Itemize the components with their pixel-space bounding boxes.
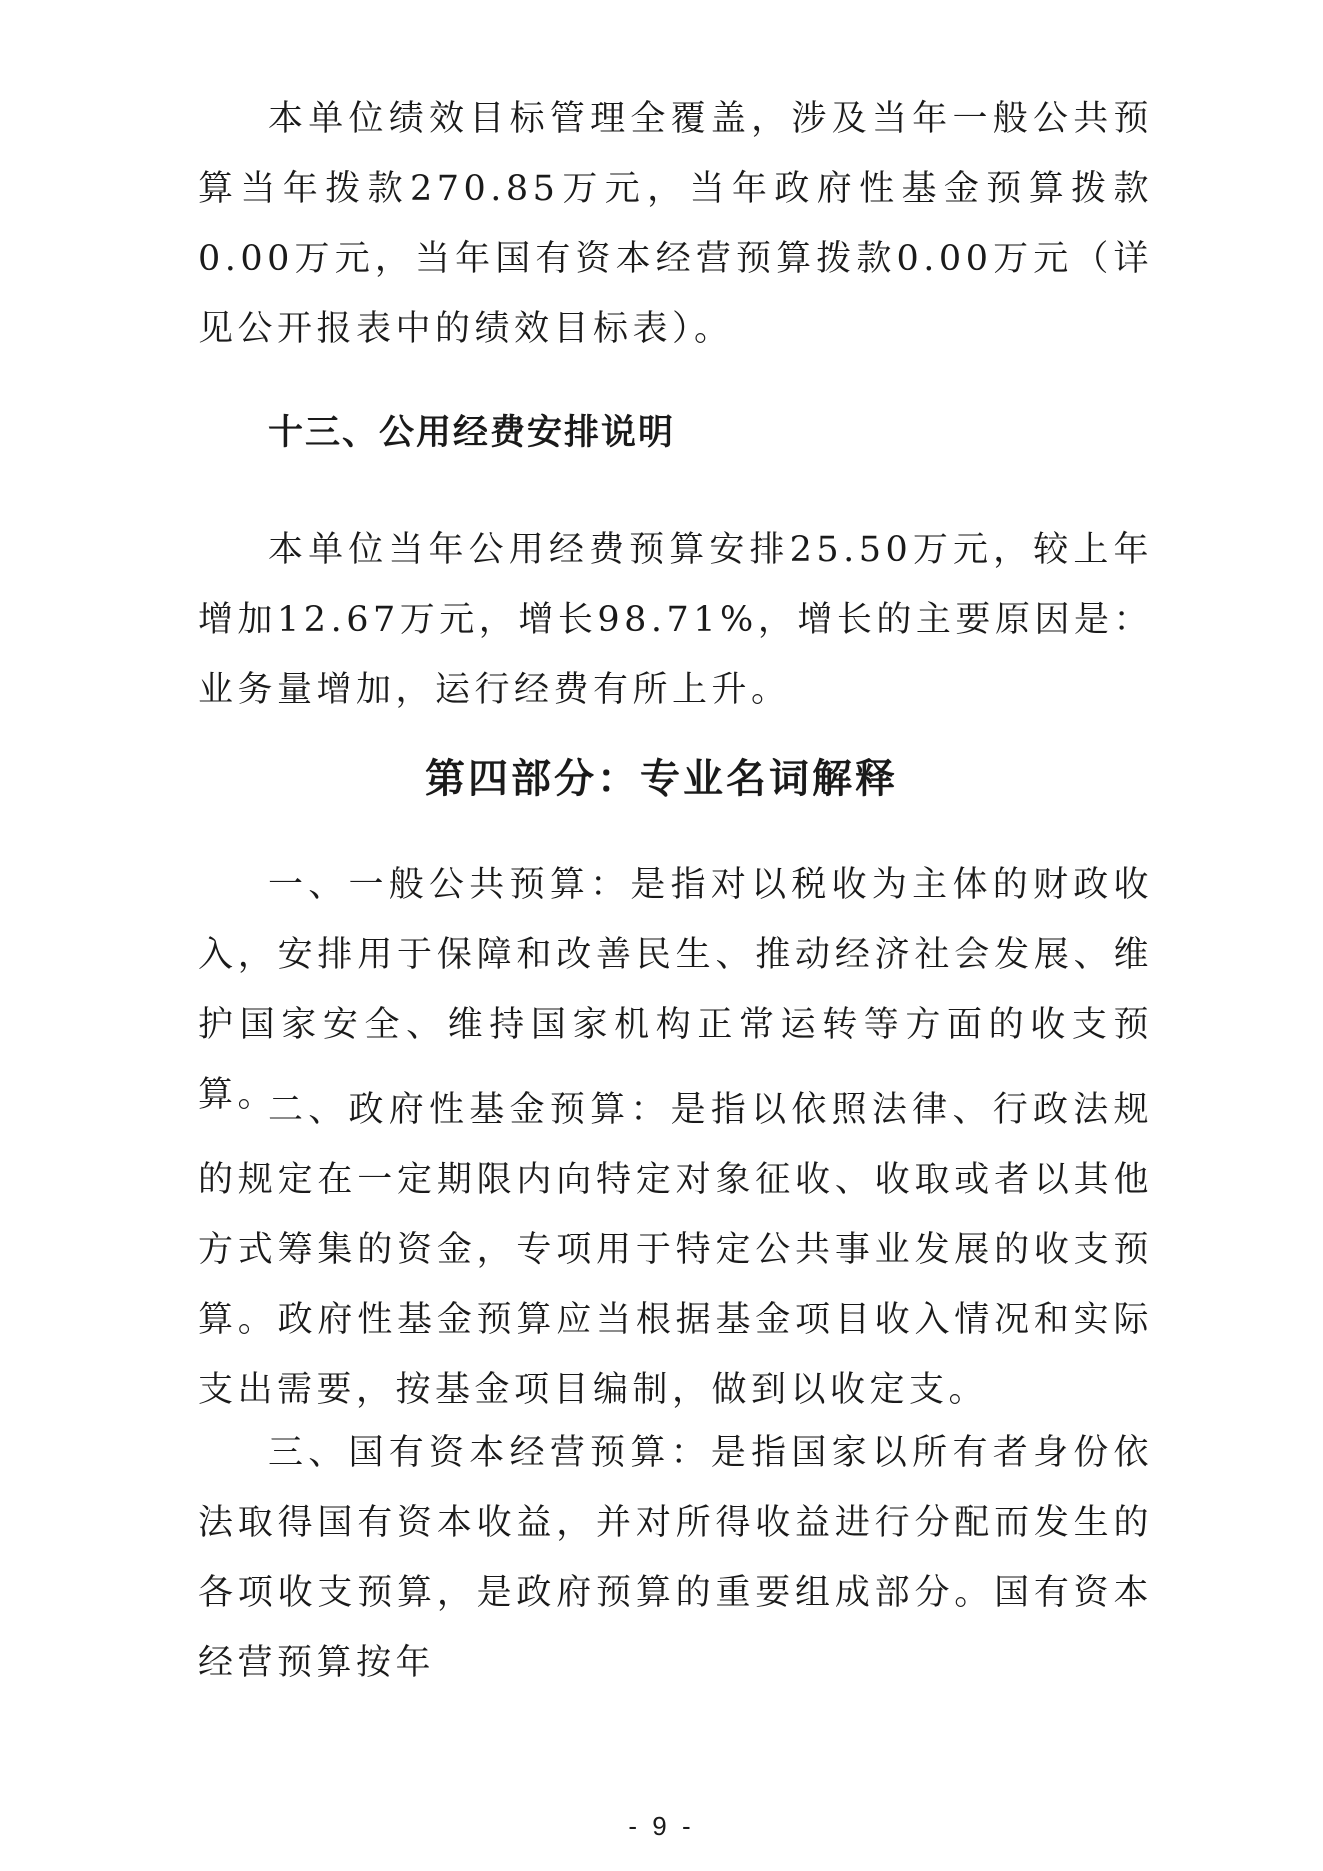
term-general-public-budget: 一、一般公共预算：是指对以税收为主体的财政收入，安排用于保障和改善民生、推动经济社会发展、维护国家安全、维持国家机构正常运转等方面的收支预算。 <box>198 865 1153 1115</box>
section-13-heading: 十三、公用经费安排说明 <box>268 413 676 453</box>
term-state-capital-budget: 三、国有资本经营预算：是指国家以所有者身份依法取得国有资本收益，并对所得收益进行分配而发生的各项收支预算，是政府预算的重要组成部分。国有资本经营预算按年 <box>198 1433 1153 1683</box>
term-government-fund-budget: 二、政府性基金预算：是指以依照法律、行政法规的规定在一定期限内向特定对象征收、收取或者以其他方式筹集的资金，专项用于特定公共事业发展的收支预算。政府性基金预算应当根据基金项目收入情况和实际支出需要，按基金项目编制，做到以收定支。 <box>198 1090 1153 1410</box>
performance-paragraph: 本单位绩效目标管理全覆盖，涉及当年一般公共预算当年拨款270.85万元，当年政府性基金预算拨款0.00万元，当年国有资本经营预算拨款0.00万元（详见公开报表中的绩效目标表）。 <box>198 99 1153 349</box>
page-number: - 9 - <box>628 1811 695 1841</box>
public-funds-paragraph: 本单位当年公用经费预算安排25.50万元，较上年增加12.67万元，增长98.71%，增长的主要原因是：业务量增加，运行经费有所上升。 <box>198 530 1153 710</box>
part-4-title: 第四部分：专业名词解释 <box>425 756 898 802</box>
